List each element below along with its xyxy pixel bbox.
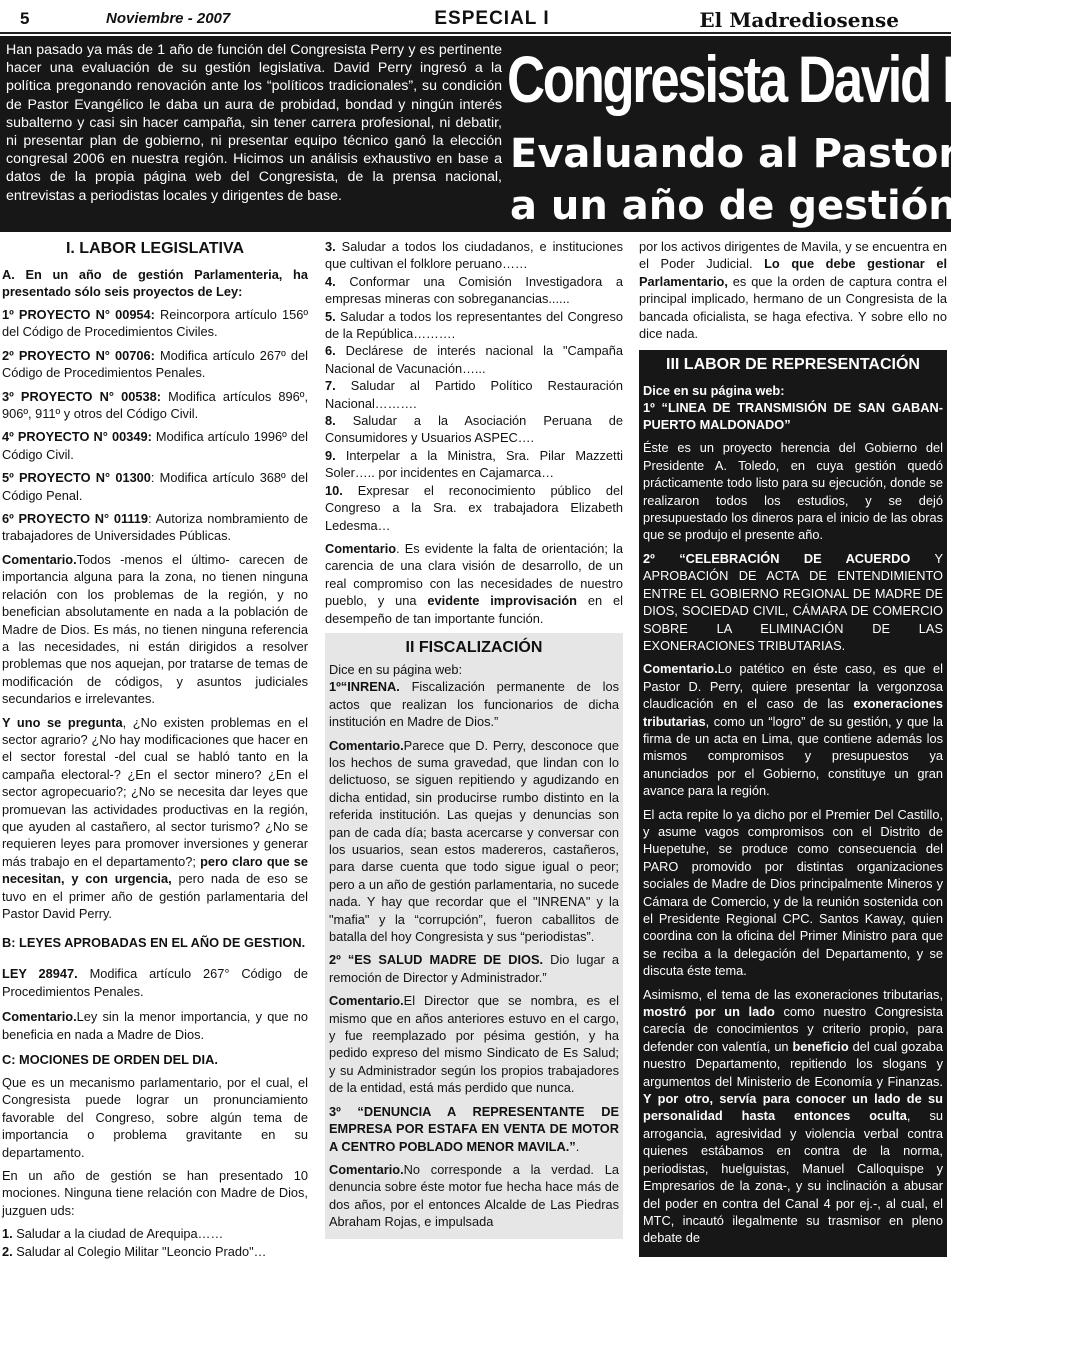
fiscalizacion-box [325, 633, 623, 1239]
question-label: Y uno se pregunta [2, 714, 123, 730]
project-label: 3º PROYECTO N° 00538: [2, 388, 161, 404]
p3-c: como nuestro Congresista carecía de conocimientos y criterio propio, para defender con valentía, un [643, 1004, 943, 1054]
mocion-text: Saludar al Partido Político Restauración Nacional………. [325, 378, 623, 411]
comment-paragraph [329, 737, 619, 946]
fisc-item-label: 1º“INRENA. [329, 679, 400, 695]
mocion-item [325, 447, 623, 482]
comment-paragraph [329, 992, 619, 1096]
repr-item-1: 1º “LINEA DE TRANSMISIÓN DE SAN GABAN-PUERTO MALDONADO” [643, 400, 943, 433]
p3-f: Y por otro, servía para conocer un lado de su personalidad hasta entonces oculta [643, 1091, 943, 1124]
project-text: : Modifica artículo 368º del Código Penal. [2, 470, 308, 503]
question-text: , ¿No existen problemas en el sector agrario? ¿No hay modificaciones que hacer en el sector forestal -del cual se habló tanto en la campaña electoral-? ¿En el sector minero? ¿En el sector agropecuario?; ¿No se necesita dar leyes que promuevan las actividades productivas en la región, que ayuden al castañero, al sector turismo? ¿No se requieren leyes para promover inversiones y generar más trabajo en el departamento?; [2, 714, 308, 869]
mocion-item [325, 412, 623, 447]
repr-item-2-text: Y APROBACIÓN DE ACTA DE ENTENDIMIENTO ENTRE EL GOBIERNO REGIONAL DE MADRE DE DIOS, SOCIEDAD CIVIL, CÁMARA DE COMERCIO SOBRE LA ELIMINACIÓN DE LAS EXONERACIONES TRIBUTARIAS. [643, 550, 943, 653]
mociones-paragraph: En un año de gestión se han presentado 10 mociones. Ninguna tiene relación con Madre de Dios, juzguen uds: [2, 1168, 308, 1218]
question-end: pero nada de eso se tuvo en el primer año de gestión parlamentaria del Pastor David Perry. [2, 871, 308, 921]
fisc-item-label: 2º “ES SALUD MADRE DE DIOS. [329, 952, 544, 968]
project-item [2, 428, 308, 463]
mocion-number: 5. [325, 308, 336, 324]
project-item [2, 510, 308, 545]
mocion-item [2, 1225, 308, 1242]
law-label: LEY 28947. [2, 966, 78, 982]
cont-bold: Lo que debe gestionar el Parlamentario, [639, 256, 947, 289]
representacion-box [639, 350, 947, 1256]
comment-paragraph [2, 551, 308, 708]
issue-date: Noviembre - 2007 [106, 10, 231, 27]
mocion-number: 1. [2, 1226, 13, 1242]
comment-label: Comentario. [329, 993, 404, 1009]
mocion-text: Saludar al Colegio Militar "Leoncio Prado"… [12, 1243, 267, 1259]
project-text: Modifica artículo 1996º del Código Civil. [2, 429, 308, 462]
repr-intro [643, 382, 943, 433]
law-paragraph [2, 965, 308, 1000]
project-text: Modifica artículos 896º, 906º, 911º y otros del Código Civil. [2, 388, 309, 422]
cont-end: es que la orden de captura contra el principal implicado, hermano de un Congresista de la bancada oficialista, se haga efectiva. Y sobre ello no dice nada. [639, 273, 947, 342]
comment-text: Lo patético en éste caso, es que el Pastor D. Perry, quiere presentar la vergonzosa claudicación en el caso de las [643, 661, 943, 712]
project-item [2, 347, 308, 382]
mocion-number: 10. [325, 482, 343, 498]
subheading-a: A. En un año de gestión Parlamenteria, ha presentado sólo seis proyectos de Ley: [2, 267, 308, 299]
comment-text: No corresponde a la verdad. La denuncia sobre éste motor fue hecha hace más de dos años, por el entonces Alcalde de Las Piedras Abraham Rojas, e impulsada [329, 1161, 619, 1230]
headline-title: Congresista David Perry [507, 42, 1065, 116]
mocion-item [325, 308, 623, 343]
mocion-item [325, 377, 623, 412]
project-label: 4º PROYECTO N° 00349: [2, 429, 152, 445]
cont-text: por los activos dirigentes de Mavila, y se encuentra en el Poder Judicial. [639, 239, 948, 272]
comment-paragraph [325, 540, 623, 627]
fisc-item [329, 951, 619, 986]
repr-item-2 [643, 550, 943, 654]
repr-item-2-label: 2º “CELEBRACIÓN DE ACUERDO [643, 550, 911, 566]
mocion-number: 9. [325, 447, 336, 463]
mocion-text: Saludar a todos los representantes del Congreso de la República………. [325, 308, 623, 342]
comment-label: Comentario [325, 540, 397, 556]
comment-text: Todos -menos el último- carecen de importancia alguna para la zona, no tienen ninguna relación con los problemas de la región, y no benefician absolutamente en nada a la población de Madre de Dios. Es más, no tienen ninguna referencia a las necesidades, ni están dirigidos a resolver problemas que nos aquejan, por tratarse de temas de modificación de códigos, y asuntos judiciales secundarios e irrelevantes. [2, 551, 308, 707]
repr-intro-line: Dice en su página web: [643, 383, 785, 399]
comment-text: Parece que D. Perry, desconoce que los hechos de suma gravedad, que lindan con lo delictuoso, se siguen repitiendo y agudizando en dicha entidad, sin producirse rumbo distinto en la referida institución. Las quejas y denuncias son pan de cada día; basta acercarse y conversar con los usuarios, sean estos madereros, castañeros, para darse cuenta que todo sigue igual o peor; pero a un año de gestión parlamentaria, no sucede nada. Y hay que recordar que el "INRENA" y la "mafia" y la “corrupción”, fueron caballitos de batalla del hoy Congresista y sus “periodistas”. [329, 737, 619, 945]
mocion-number: 8. [325, 413, 336, 429]
project-text: Modifica artículo 267º del Código de Procedimientos Penales. [2, 347, 308, 381]
subheading-b: B: LEYES APROBADAS EN EL AÑO DE GESTION. [2, 935, 306, 951]
mocion-text: Declárese de interés nacional la "Campaña Nacional de Vacunación…... [325, 343, 623, 376]
project-text: : Autoriza nombramiento de trabajadores de Universidades Públicas. [2, 511, 309, 544]
column-1 [2, 238, 308, 1367]
section-heading-legislativa: I. LABOR LEGISLATIVA [65, 240, 245, 257]
repr-paragraph: El acta repite lo ya dicho por el Premier Del Castillo, y asume vagos compromisos con el Distrito de Huepetuhe, se produce como consecuencia del PARO promovido por distintas organizaciones sociales de Madre de Dios principalmente Mineros y Cámara de Comercio, y de la reunión sostenida con el Presidente Regional CPC. Santos Kaway, quien coordina con la oficina del Primer Ministro para que se reciba a la delegación del Departamento, y se discuta éste tema. [643, 806, 943, 979]
mociones-paragraph: Que es un mecanismo parlamentario, por el cual, el Congresista puede lograr un pronunciamiento favorable del Congreso, sobre algún tema de importancia o problema gravitante en su departamento. [2, 1075, 308, 1160]
comment-text: Ley sin la menor importancia, y que no beneficia en nada a Madre de Dios. [2, 1009, 308, 1042]
mocion-text: Conformar una Comisión Investigadora a empresas mineras con sobreganancias...... [325, 273, 623, 307]
mocion-item [2, 1243, 308, 1260]
p3-a: Asimismo, el tema de las exoneraciones tributarias, [643, 986, 943, 1002]
question-paragraph [2, 714, 308, 923]
mocion-text: Saludar a la ciudad de Arequipa…… [12, 1226, 224, 1242]
p3-g: , su arrogancia, agresividad y violencia verbal contra quienes estábamos en contra de la norma, periodistas, huelguistas, Manuel Calloquispe y Empresarios de la zona-, y su inclinación a abusar del poder en contra del Canal 4 por ej.-, al cual, el MTC, incautó ilegalmente su trasmisor en pleno debate de [643, 1108, 943, 1246]
repr-paragraph [643, 986, 943, 1247]
comment-paragraph [2, 1008, 308, 1043]
comment-label: Comentario. [2, 1009, 77, 1025]
fisc-item [329, 678, 619, 730]
mocion-item [325, 238, 623, 273]
comment-end: en el desempeño de tan importante función. [325, 593, 623, 626]
column-2 [325, 238, 623, 1367]
newspaper-name: El Madrediosense [699, 8, 899, 32]
project-item [2, 306, 308, 341]
mocion-number: 2. [2, 1243, 13, 1259]
project-label: 1º PROYECTO N° 00954: [2, 307, 155, 322]
project-text: Reincorpora artículo 156º del Código de Procedimientos Civiles. [2, 307, 308, 340]
comment-label: Comentario. [329, 1161, 404, 1177]
section-title: ESPECIAL I [434, 8, 550, 29]
comment-bold: exoneraciones tributarias [643, 696, 943, 729]
project-label: 2º PROYECTO N° 00706: [2, 347, 155, 363]
fisc-item [329, 1103, 619, 1155]
comment-label: Comentario. [643, 661, 718, 677]
fisc-item-label: 3º “DENUNCIA A REPRESENTANTE DE EMPRESA POR ESTAFA EN VENTA DE MOTOR A CENTRO POBLADO MENOR MAVILA.” [329, 1103, 619, 1154]
continuation-paragraph [639, 238, 947, 342]
subheading-c: C: MOCIONES DE ORDEN DEL DIA. [2, 1052, 218, 1068]
mocion-text: Saludar a la Asociación Peruana de Consumidores y Usuarios ASPEC…. [325, 413, 623, 446]
law-text: Modifica artículo 267° Código de Procedimientos Penales. [2, 966, 308, 999]
comment-label: Comentario. [2, 551, 77, 567]
comment-paragraph [329, 1161, 619, 1231]
mocion-number: 6. [325, 343, 336, 359]
headline-subtitle-1: Evaluando al Pastor [510, 131, 959, 177]
mocion-number: 3. [325, 239, 336, 254]
mocion-text: Saludar a todos los ciudadanos, e instituciones que cultivan el folklore peruano…… [325, 239, 623, 272]
headline-banner [0, 36, 1065, 232]
intro-paragraph: Han pasado ya más de 1 año de función del Congresista Perry y es pertinente hacer una evaluación de su gestión legislativa. David Perry ingresó a la política pregonando renovación ante los “políticos tradicionales”, su condición de Pastor Evangélico le daba un aura de probidad, bondad y ningún interés subalterno y casi sin hacer campaña, sin tener carrera profesional, ni debatir, ni presentar plan de gobierno, ni presentar equipo técnico ganó la elección congresal 2006 en nuestra región. Hicimos un análisis exhaustivo en base a datos de la propia página web del Congresista, de la prensa nacional, entrevistas a periodistas locales y dirigentes de base. [6, 42, 502, 204]
p3-d: beneficio [788, 1038, 849, 1054]
fisc-item-text: Fiscalización permanente de los actos que realizan los funcionarios de dicha institución en Madre de Dios.” [329, 679, 619, 730]
fisc-item-text: . [575, 1138, 580, 1154]
project-label: 5º PROYECTO N° 01300 [2, 470, 151, 486]
mocion-text: Interpelar a la Ministra, Sra. Pilar Mazzetti Soler….. por incidentes en Cajamarca… [325, 447, 623, 481]
project-item [2, 388, 308, 423]
page-header [0, 0, 951, 34]
column-3 [639, 238, 947, 1367]
section-heading-fiscalizacion: II FISCALIZACIÓN [405, 638, 543, 656]
p3-b: mostró por un lado [643, 1004, 775, 1020]
mocion-text: Expresar el reconocimiento público del Congreso a la Sra. ex trabajadora Elizabeth Ledesma… [325, 482, 623, 533]
p3-e: del cual gozaba nuestro Departamento, repitiendo los slogans y argumentos del Ministerio de Economía y Finanzas. [643, 1038, 943, 1089]
mocion-item [325, 482, 623, 534]
headline-subtitle-2: a un año de gestión [510, 183, 957, 229]
mocion-item [325, 273, 623, 308]
repr-paragraph: Éste es un proyecto herencia del Gobierno del Presidente A. Toledo, en cuya gestión quedó prácticamente todo listo para su ejecución, donde se realizaron todos los estudios, y se dejó presupuestado los dineros para el inicio de las obras que se produjo el presente año. [643, 440, 943, 543]
fisc-item-text: Dio lugar a remoción de Director y Administrador.” [329, 952, 619, 985]
project-item [2, 469, 308, 504]
mocion-number: 7. [325, 378, 336, 394]
comment-text: El Director que se nombra, es el mismo que en años anteriores estuvo en el cargo, y fue reemplazado por pésima gestión, y ha pedido expreso del mismo Sindicato de Es Salud; y su Administrador según los propios trabajadores de la entidad, está más perdido que nunca. [329, 993, 619, 1096]
comment-bold: evidente improvisación [416, 593, 577, 609]
comment-label: Comentario. [329, 737, 404, 753]
page-number: 5 [20, 9, 30, 28]
project-label: 6º PROYECTO N° 01119 [2, 511, 149, 527]
mocion-item [325, 342, 623, 377]
comment-end: , como un “logro” de su gestión, y que la firma de un acta en Lima, que contiene además los mismos compromisos y presupuestos ya anunciados por el Gobierno, constituye un gran avance para la región. [643, 713, 943, 799]
section-heading-representacion: III LABOR DE REPRESENTACIÓN [666, 356, 920, 374]
comment-paragraph [643, 660, 943, 799]
mocion-number: 4. [325, 273, 336, 289]
comment-text: . Es evidente la falta de orientación; la carencia de una clara visión de desarrollo, de un real compromiso con las necesidades de nuestro pueblo, y una [325, 540, 623, 609]
question-bold: pero claro que se necesitan, y con urgencia, [2, 853, 308, 887]
fisc-intro: Dice en su página web: [329, 661, 463, 677]
